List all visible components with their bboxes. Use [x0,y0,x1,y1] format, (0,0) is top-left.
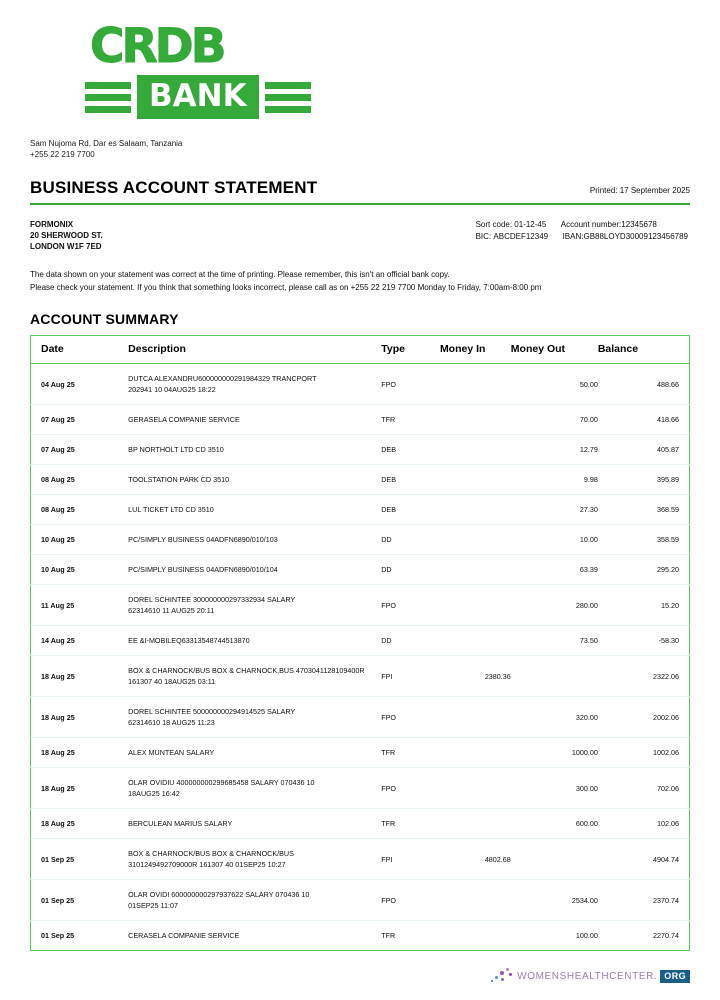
crdb-wordmark: CRDB [90,19,224,74]
site-watermark [491,966,690,986]
cell-balance: 395.89 [598,465,690,495]
cell-type: FPO [381,585,440,626]
cell-balance: 702.06 [598,768,690,809]
sort-code-label: Sort code: [475,220,513,229]
cell-money-out [511,839,598,880]
cell-description [128,839,381,880]
cell-money-in [440,435,511,465]
cell-date: 01 Sep 25 [31,880,129,921]
cell-description [128,405,381,435]
table-row [31,626,690,656]
cell-money-in [440,525,511,555]
cell-balance: -58.30 [598,626,690,656]
cell-description [128,364,381,405]
cell-description [128,656,381,697]
cell-type: FPO [381,768,440,809]
cell-money-out: 320.00 [511,697,598,738]
cell-date: 18 Aug 25 [31,768,129,809]
table-row [31,495,690,525]
cell-date: 08 Aug 25 [31,495,129,525]
description-line-1: OLAR OVIDIU 400000000299685458 SALARY 070436 10 [128,778,315,787]
table-row [31,738,690,768]
statement-notice [30,268,690,294]
description-line-1: BOX & CHARNOCK/BUS BOX & CHARNOCK/BUS [128,849,294,858]
iban-value: GB88LOYD30009123456789 [583,232,688,241]
description-line-2: 3101249492709000R 161307 40 01SEP25 10:27 [128,860,286,869]
transactions-table [30,335,690,951]
cell-balance: 1002.06 [598,738,690,768]
cell-date: 18 Aug 25 [31,738,129,768]
customer-address-line2: LONDON W1F 7ED [30,242,102,251]
customer-address-line1: 20 SHERWOOD ST. [30,231,103,240]
table-row [31,405,690,435]
iban-label: IBAN: [562,232,584,241]
cell-description [128,585,381,626]
cell-money-in [440,585,511,626]
dots-decoration-icon [491,966,517,986]
cell-date: 04 Aug 25 [31,364,129,405]
cell-balance: 405.87 [598,435,690,465]
cell-money-in [440,697,511,738]
description-line-1: BERCULEAN MARIUS SALARY [128,819,233,828]
cell-date: 07 Aug 25 [31,405,129,435]
table-row [31,656,690,697]
cell-money-in [440,738,511,768]
cell-type: FPO [381,880,440,921]
description-line-1: BOX & CHARNOCK/BUS BOX & CHARNOCK,BUS 4703041128109400R [128,666,365,675]
watermark-site-name: WOMENSHEALTHCENTER. [517,970,658,982]
cell-date: 18 Aug 25 [31,697,129,738]
column-header-date: Date [31,336,129,364]
cell-money-in [440,465,511,495]
description-line-1: ALEX MUNTEAN SALARY [128,748,215,757]
column-header-balance: Balance [598,336,690,364]
cell-balance: 358.59 [598,525,690,555]
cell-money-out: 9.98 [511,465,598,495]
description-line-1: TOOLSTATION PARK CD 3510 [128,475,230,484]
bank-address [30,138,690,160]
bank-logo-block [30,0,690,130]
cell-type: TFR [381,405,440,435]
cell-balance: 418.66 [598,405,690,435]
account-number-value: 12345678 [621,220,657,229]
cell-money-out [511,656,598,697]
cell-type: DD [381,525,440,555]
table-row [31,839,690,880]
cell-date: 18 Aug 25 [31,809,129,839]
account-number-label: Account number: [560,220,622,229]
cell-money-out: 50.00 [511,364,598,405]
table-row [31,465,690,495]
description-line-1: LUL TICKET LTD CD 3510 [128,505,214,514]
transactions-table-body [31,364,690,951]
bic-iban-line [476,231,688,243]
cell-money-out: 2534.00 [511,880,598,921]
cell-type: DD [381,626,440,656]
sort-code-line [476,219,688,231]
cell-date: 07 Aug 25 [31,435,129,465]
description-line-2: 01SEP25 11:07 [128,901,178,910]
account-details [476,219,690,252]
cell-description [128,626,381,656]
watermark-tld-badge: ORG [660,970,690,983]
cell-money-in [440,809,511,839]
cell-type: FPO [381,364,440,405]
cell-date: 14 Aug 25 [31,626,129,656]
page-title: BUSINESS ACCOUNT STATEMENT [30,178,318,197]
cell-description [128,809,381,839]
cell-money-out: 70.00 [511,405,598,435]
table-row [31,364,690,405]
cell-money-in [440,364,511,405]
title-divider [30,203,690,205]
cell-money-in [440,880,511,921]
cell-money-in: 2380.36 [440,656,511,697]
cell-date: 01 Sep 25 [41,931,75,940]
cell-description [128,525,381,555]
notice-line2: Please check your statement. If you think that something looks incorrect, please call as on +255 22 219 7700 Monday to Friday, 7:00am-8:00 pm [30,283,542,292]
cell-money-in [440,768,511,809]
column-header-description: Description [128,336,381,364]
bank-wordmark: BANK [137,75,259,119]
description-line-1: DOREL SCHINTEE 300000000297332934 SALARY [128,595,296,604]
cell-money-out: 300.00 [511,768,598,809]
crdb-logo [85,19,315,122]
cell-balance: 295.20 [598,555,690,585]
cell-money-in [440,405,511,435]
cell-type: TFR [381,738,440,768]
cell-money-in [440,555,511,585]
cell-money-out: 73.50 [511,626,598,656]
bank-address-line2: +255 22 219 7700 [30,150,95,159]
cell-money-in [440,626,511,656]
bank-address-line1: Sam Nujoma Rd, Dar es Salaam, Tanzania [30,139,183,148]
cell-balance: 102.06 [598,809,690,839]
logo-left-bars-icon [85,82,131,113]
transactions-table-head [31,336,690,364]
cell-date: 08 Aug 25 [31,465,129,495]
cell-money-in: 4802.68 [440,839,511,880]
description-line-1: OLAR OVIDI 600000000297937622 SALARY 070436 10 [128,890,310,899]
cell-money-out: 600.00 [511,809,598,839]
cell-money-in [440,921,511,951]
cell-description [128,697,381,738]
cell-balance: 2270.74 [653,931,679,940]
cell-money-out: 12.79 [511,435,598,465]
cell-description [128,768,381,809]
cell-money-out: 100.00 [575,931,598,940]
bank-wordmark-row [85,74,315,120]
cell-type: DEB [381,465,440,495]
table-row [31,697,690,738]
customer-account-block [30,219,690,252]
cell-balance: 15.20 [598,585,690,626]
cell-type: FPI [381,839,440,880]
description-line-1: GERASELA COMPANIE SERVICE [128,415,240,424]
cell-type: DEB [381,435,440,465]
cell-description [128,738,381,768]
table-row [31,585,690,626]
description-line-2: 18AUG25 16:42 [128,789,180,798]
description-line-1: PC/SIMPLY BUSINESS 04ADFN6890/010/103 [128,535,278,544]
cell-description [128,555,381,585]
cell-balance: 2002.06 [598,697,690,738]
table-row [31,768,690,809]
description-line-1: BP NORTHOLT LTD CD 3510 [128,445,224,454]
cell-date: 01 Sep 25 [31,839,129,880]
cell-type: DEB [381,495,440,525]
description-line-1: DUTCA ALEXANDRU600000000291984329 TRANCPORT [128,374,317,383]
description-line-2: 62314610 18 AUG25 11:23 [128,718,215,727]
cell-description [128,921,381,951]
table-header-row [31,336,690,364]
description-line-1: PC/SIMPLY BUSINESS 04ADFN6890/010/104 [128,565,278,574]
cell-money-out: 280.00 [511,585,598,626]
cell-type: DD [381,555,440,585]
table-row [31,921,690,951]
table-row [31,880,690,921]
description-line-2: 62314610 11 AUG25 20:11 [128,606,215,615]
cell-description [128,880,381,921]
description-line-2: 161307 40 18AUG25 03:11 [128,677,216,686]
cell-money-out: 63.39 [511,555,598,585]
column-header-type: Type [381,336,440,364]
cell-balance: 2322.06 [598,656,690,697]
cell-money-in [440,495,511,525]
document-title-row [30,178,690,198]
bic-value: ABCDEF12349 [493,232,549,241]
cell-balance: 2370.74 [598,880,690,921]
sort-code-value: 01-12-45 [514,220,547,229]
account-summary-heading: ACCOUNT SUMMARY [30,311,179,327]
description-line-1: CERASELA COMPANIE SERVICE [128,931,240,940]
cell-balance: 4904.74 [598,839,690,880]
column-header-money-out: Money Out [511,336,598,364]
cell-date: 10 Aug 25 [31,555,129,585]
cell-date: 18 Aug 25 [31,656,129,697]
table-row [31,809,690,839]
cell-type: TFR [381,931,396,940]
logo-right-bars-icon [265,82,311,113]
printed-date: Printed: 17 September 2025 [589,186,690,195]
table-row [31,435,690,465]
cell-description [128,495,381,525]
customer-name: FORMONIX [30,220,74,229]
cell-date: 11 Aug 25 [31,585,129,626]
cell-type: FPO [381,697,440,738]
bic-label: BIC: [475,232,492,241]
description-line-1: EE &I-MOBILEQ63313548744513870 [128,636,250,645]
cell-money-out: 27.30 [511,495,598,525]
cell-date: 10 Aug 25 [31,525,129,555]
cell-money-out: 10.00 [511,525,598,555]
table-row [31,525,690,555]
cell-balance: 488.66 [598,364,690,405]
cell-type: FPI [381,656,440,697]
cell-description [128,465,381,495]
cell-money-out: 1000.00 [511,738,598,768]
cell-description [128,435,381,465]
table-row [31,555,690,585]
cell-type: TFR [381,809,440,839]
description-line-2: 202941 10 04AUG25 18:22 [128,385,216,394]
cell-balance: 368.59 [598,495,690,525]
column-header-money-in: Money In [440,336,511,364]
description-line-1: DOREL SCHINTEE 500000000294914525 SALARY [128,707,296,716]
notice-line1: The data shown on your statement was correct at the time of printing. Please remember, this isn't an official bank copy. [30,270,450,279]
customer-address [30,219,103,252]
